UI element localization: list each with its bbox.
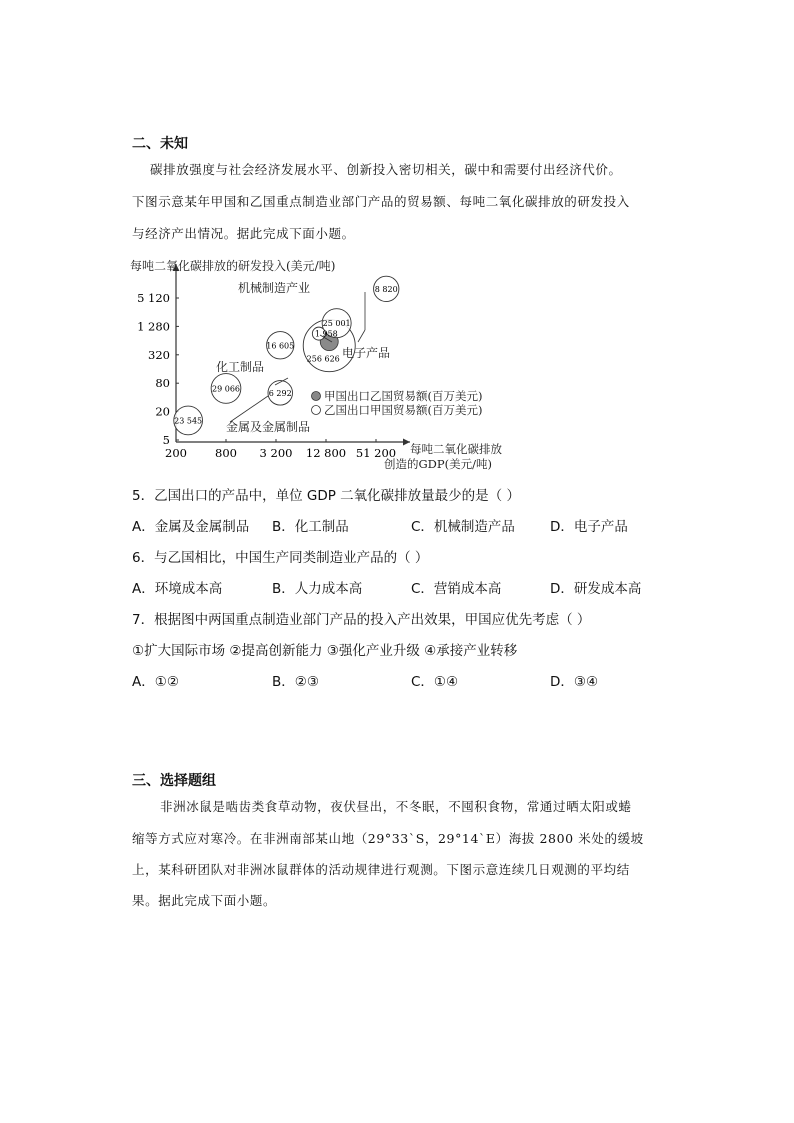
section3-intro-line3: 上，某科研团队对非洲冰鼠群体的活动规律进行观测。下图示意连续几日观测的平均结 <box>132 862 630 877</box>
question-5-stem: 5．乙国出口的产品中，单位 GDP 二氧化碳排放量最少的是（ ） <box>132 488 520 504</box>
y-tick-label: 5 <box>162 433 170 447</box>
y-tick-label: 20 <box>155 404 170 419</box>
bubble-value-label: 23 545 <box>174 416 203 426</box>
question-5-option-c: C．机械制造产品 <box>411 519 515 535</box>
bubble-value-label: 256 626 <box>306 354 340 364</box>
question-6-option-a: A．环境成本高 <box>132 581 223 597</box>
y-axis-label: 每吨二氧化碳排放的研发投入(美元/吨) <box>130 259 336 273</box>
question-7-option-a: A．①② <box>132 674 179 690</box>
label-electronics: 电子产品 <box>342 346 391 360</box>
question-6-option-d: D．研发成本高 <box>550 581 642 597</box>
question-7-option-c: C．①④ <box>411 674 459 690</box>
question-7-stem: 7．根据图中两国重点制造业部门产品的投入产出效果，甲国应优先考虑（ ） <box>132 612 591 628</box>
x-tick-label: 800 <box>215 446 237 460</box>
section2-intro-line3: 与经济产出情况。据此完成下面小题。 <box>132 226 355 241</box>
question-5-option-d: D．电子产品 <box>550 519 628 535</box>
x-tick-label: 3 200 <box>259 446 293 460</box>
question-5-option-a: A．金属及金属制品 <box>132 519 250 535</box>
section3-intro-line1: 非洲冰鼠是啮齿类食草动物，夜伏昼出，不冬眠，不囤积食物，常通过晒太阳或蜷 <box>160 799 632 814</box>
y-tick-label: 320 <box>148 347 170 362</box>
label-machinery: 机械制造产业 <box>238 281 311 295</box>
section2-title: 二、未知 <box>132 136 188 152</box>
x-axis-label-line2: 创造的GDP(美元/吨) <box>384 457 492 471</box>
bubble-value-label: 6 292 <box>268 388 292 398</box>
bubble-chart <box>120 250 520 480</box>
x-tick-label: 12 800 <box>305 446 347 460</box>
y-tick-label: 5 120 <box>137 291 170 305</box>
label-metal: 金属及金属制品 <box>226 420 311 434</box>
x-tick-label: 200 <box>165 446 187 460</box>
question-7-statements: ①扩大国际市场 ②提高创新能力 ③强化产业升级 ④承接产业转移 <box>132 643 518 659</box>
legend-label-open: 乙国出口甲国贸易额(百万美元) <box>324 403 483 417</box>
question-6-option-b: B．人力成本高 <box>272 581 363 597</box>
x-tick-label: 51 200 <box>355 446 397 460</box>
question-7-option-d: D．③④ <box>550 674 599 690</box>
x-axis-label-line1: 每吨二氧化碳排放 <box>410 442 502 456</box>
section2-intro-line1: 碳排放强度与社会经济发展水平、创新投入密切相关，碳中和需要付出经济代价。 <box>150 162 622 177</box>
y-tick-label: 1 280 <box>137 319 170 334</box>
bubble-value-label: 25 001 <box>322 319 351 329</box>
legend-marker-filled <box>312 392 321 401</box>
question-7-option-b: B．②③ <box>272 674 319 690</box>
bubble-value-label: 29 066 <box>212 384 240 394</box>
label-chemical: 化工制品 <box>216 360 265 374</box>
section3-intro-line2: 缩等方式应对寒冷。在非洲南部某山地（29°33`S，29°14`E）海拔 2800 米处的缓坡 <box>132 831 644 846</box>
question-5-option-b: B．化工制品 <box>272 519 349 535</box>
bubble-value-label: 1 958 <box>314 329 338 339</box>
bubble-value-label: 16 605 <box>266 341 295 351</box>
bubble-value-label: 8 820 <box>374 284 398 294</box>
question-6-stem: 6．与乙国相比，中国生产同类制造业产品的（ ） <box>132 550 429 566</box>
question-6-option-c: C．营销成本高 <box>411 581 502 597</box>
section3-intro-line4: 果。据此完成下面小题。 <box>132 893 277 908</box>
y-tick-label: 80 <box>155 376 170 391</box>
section3-title: 三、选择题组 <box>132 773 216 789</box>
pointer-electronics-8820b <box>358 330 365 342</box>
legend-label-filled: 甲国出口乙国贸易额(百万美元) <box>324 389 483 403</box>
section2-intro-line2: 下图示意某年甲国和乙国重点制造业部门产品的贸易额、每吨二氧化碳排放的研发投入 <box>132 194 630 209</box>
legend-marker-open <box>312 406 321 415</box>
